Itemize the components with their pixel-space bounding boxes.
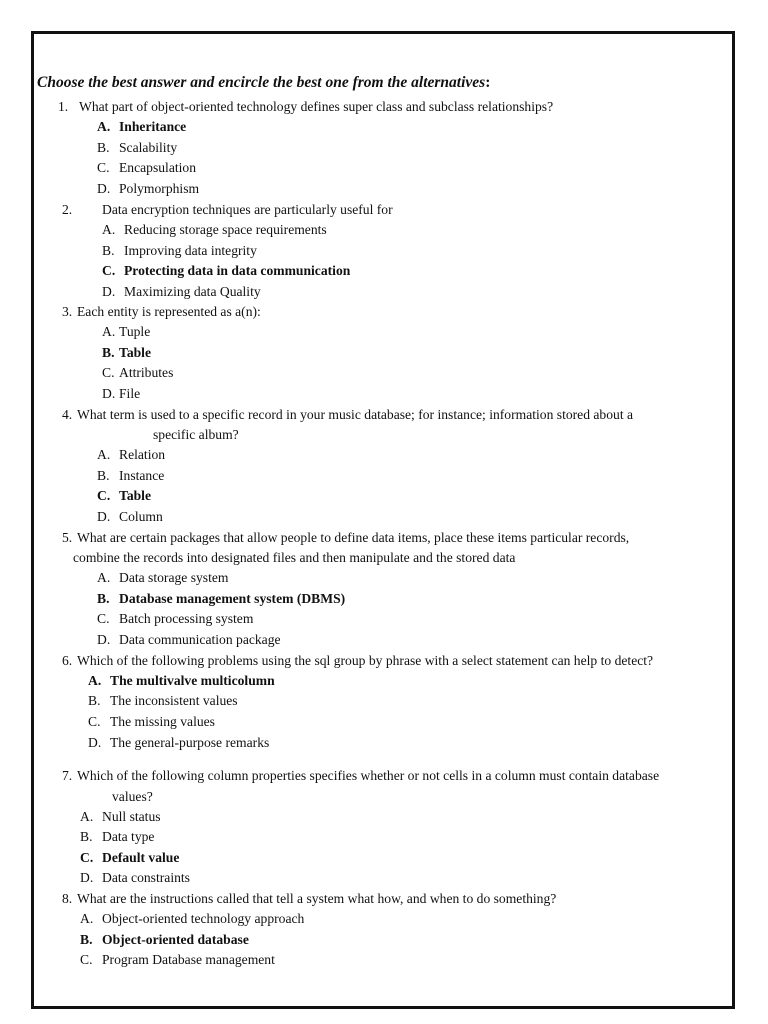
option-label: B. [80, 829, 93, 844]
q4-option-a [97, 445, 165, 465]
question-number: 7. [62, 768, 73, 783]
question-8 [62, 889, 556, 909]
q2-option-a [102, 220, 327, 240]
q7-option-b [80, 827, 154, 847]
option-text: Inheritance [119, 119, 187, 134]
option-label: C. [97, 160, 110, 175]
option-text: Polymorphism [119, 181, 200, 196]
option-text: Data communication package [119, 632, 281, 647]
option-label: A. [97, 119, 111, 134]
option-text: Null status [102, 809, 161, 824]
q1-option-b [97, 138, 177, 158]
q3-option-b [102, 343, 151, 363]
q3-option-a [102, 322, 150, 342]
q1-option-a [97, 117, 186, 137]
option-text: Table [119, 488, 151, 503]
q5-option-b [97, 589, 345, 609]
option-label: C. [88, 714, 101, 729]
option-text: The general-purpose remarks [110, 735, 270, 750]
option-text: Encapsulation [119, 160, 197, 175]
question-5 [62, 528, 629, 548]
option-text: Database management system (DBMS) [119, 591, 346, 606]
question-7-continued: values? [112, 789, 153, 804]
question-4-continued: specific album? [153, 427, 239, 442]
option-label: D. [97, 509, 111, 524]
question-text: Data encryption techniques are particularly useful for [102, 202, 393, 217]
q6-option-a [88, 671, 275, 691]
q6-option-c [88, 712, 215, 732]
option-label: D. [102, 386, 116, 401]
option-text: The missing values [110, 714, 215, 729]
question-number: 2. [62, 202, 73, 217]
option-label: C. [97, 488, 111, 503]
question-6 [62, 651, 653, 671]
option-text: Column [119, 509, 163, 524]
option-text: Protecting data in data communication [124, 263, 351, 278]
option-text: The multivalve multicolumn [110, 673, 275, 688]
heading-colon: : [485, 74, 491, 91]
option-label: B. [97, 591, 110, 606]
option-label: A. [80, 911, 94, 926]
q7-option-c [80, 848, 179, 868]
q6-option-b [88, 691, 238, 711]
heading-text: Choose the best answer and encircle the best one from the alternatives [37, 74, 486, 91]
option-label: B. [97, 468, 110, 483]
option-label: A. [97, 447, 111, 462]
option-text: Data storage system [119, 570, 229, 585]
question-number: 1. [58, 99, 69, 114]
question-text: What part of object-oriented technology defines super class and subclass relationships? [79, 99, 554, 114]
option-label: A. [97, 570, 111, 585]
q1-option-d [97, 179, 199, 199]
option-text: The inconsistent values [110, 693, 238, 708]
q2-option-b [102, 241, 257, 261]
q2-option-c [102, 261, 350, 281]
option-label: C. [102, 365, 115, 380]
option-text: Object-oriented database [102, 932, 249, 947]
q3-option-c [102, 363, 173, 383]
option-label: D. [102, 284, 116, 299]
q7-option-a [80, 807, 161, 827]
option-text: Data constraints [102, 870, 190, 885]
option-label: C. [102, 263, 116, 278]
option-label: A. [102, 324, 116, 339]
q8-option-c [80, 950, 275, 970]
option-label: A. [80, 809, 94, 824]
option-label: B. [102, 243, 115, 258]
question-number: 6. [62, 653, 73, 668]
instructions-heading [37, 73, 490, 93]
option-label: C. [80, 850, 94, 865]
question-number: 8. [62, 891, 73, 906]
question-text-line-1: What are certain packages that allow people to define data items, place these items particular records, [77, 530, 630, 545]
option-text: Maximizing data Quality [124, 284, 261, 299]
q8-option-b [80, 930, 249, 950]
option-text: Tuple [119, 324, 151, 339]
option-text: Object-oriented technology approach [102, 911, 305, 926]
option-label: B. [80, 932, 93, 947]
question-text-line-1: What term is used to a specific record in your music database; for instance; information stored about a [77, 407, 634, 422]
option-text: Program Database management [102, 952, 275, 967]
option-text: Batch processing system [119, 611, 254, 626]
option-label: D. [80, 870, 94, 885]
option-label: B. [102, 345, 115, 360]
question-number: 3. [62, 304, 73, 319]
q5-option-c [97, 609, 253, 629]
q5-option-d [97, 630, 281, 650]
option-label: D. [97, 181, 111, 196]
option-text: Reducing storage space requirements [124, 222, 327, 237]
option-text: Relation [119, 447, 166, 462]
q2-option-d [102, 282, 261, 302]
q6-option-d [88, 733, 269, 753]
option-text: Default value [102, 850, 180, 865]
option-label: D. [88, 735, 102, 750]
question-7 [62, 766, 659, 786]
question-4 [62, 405, 633, 425]
option-text: Attributes [119, 365, 174, 380]
option-text: Instance [119, 468, 165, 483]
q4-option-b [97, 466, 164, 486]
option-label: C. [97, 611, 110, 626]
option-text: Scalability [119, 140, 178, 155]
option-text: Table [119, 345, 151, 360]
q7-option-d [80, 868, 190, 888]
question-number: 5. [62, 530, 73, 545]
question-2 [62, 200, 393, 220]
question-text: Which of the following problems using the sql group by phrase with a select statement can help to detect? [77, 653, 654, 668]
question-number: 4. [62, 407, 73, 422]
option-text: Data type [102, 829, 155, 844]
option-label: B. [88, 693, 101, 708]
q4-option-d [97, 507, 163, 527]
q5-option-a [97, 568, 228, 588]
q3-option-d [102, 384, 140, 404]
question-3 [62, 302, 261, 322]
question-1 [58, 97, 553, 117]
q8-option-a [80, 909, 304, 929]
question-text: What are the instructions called that tell a system what how, and when to do something? [77, 891, 557, 906]
question-text-line-1: Which of the following column properties specifies whether or not cells in a column must contain database [77, 768, 660, 783]
option-label: C. [80, 952, 93, 967]
question-5-continued: combine the records into designated files and then manipulate and the stored data [73, 550, 516, 565]
option-label: A. [88, 673, 102, 688]
question-text: Each entity is represented as a(n): [77, 304, 261, 319]
option-text: File [119, 386, 141, 401]
q1-option-c [97, 158, 196, 178]
option-label: B. [97, 140, 110, 155]
q4-option-c [97, 486, 151, 506]
option-label: A. [102, 222, 116, 237]
option-label: D. [97, 632, 111, 647]
option-text: Improving data integrity [124, 243, 257, 258]
